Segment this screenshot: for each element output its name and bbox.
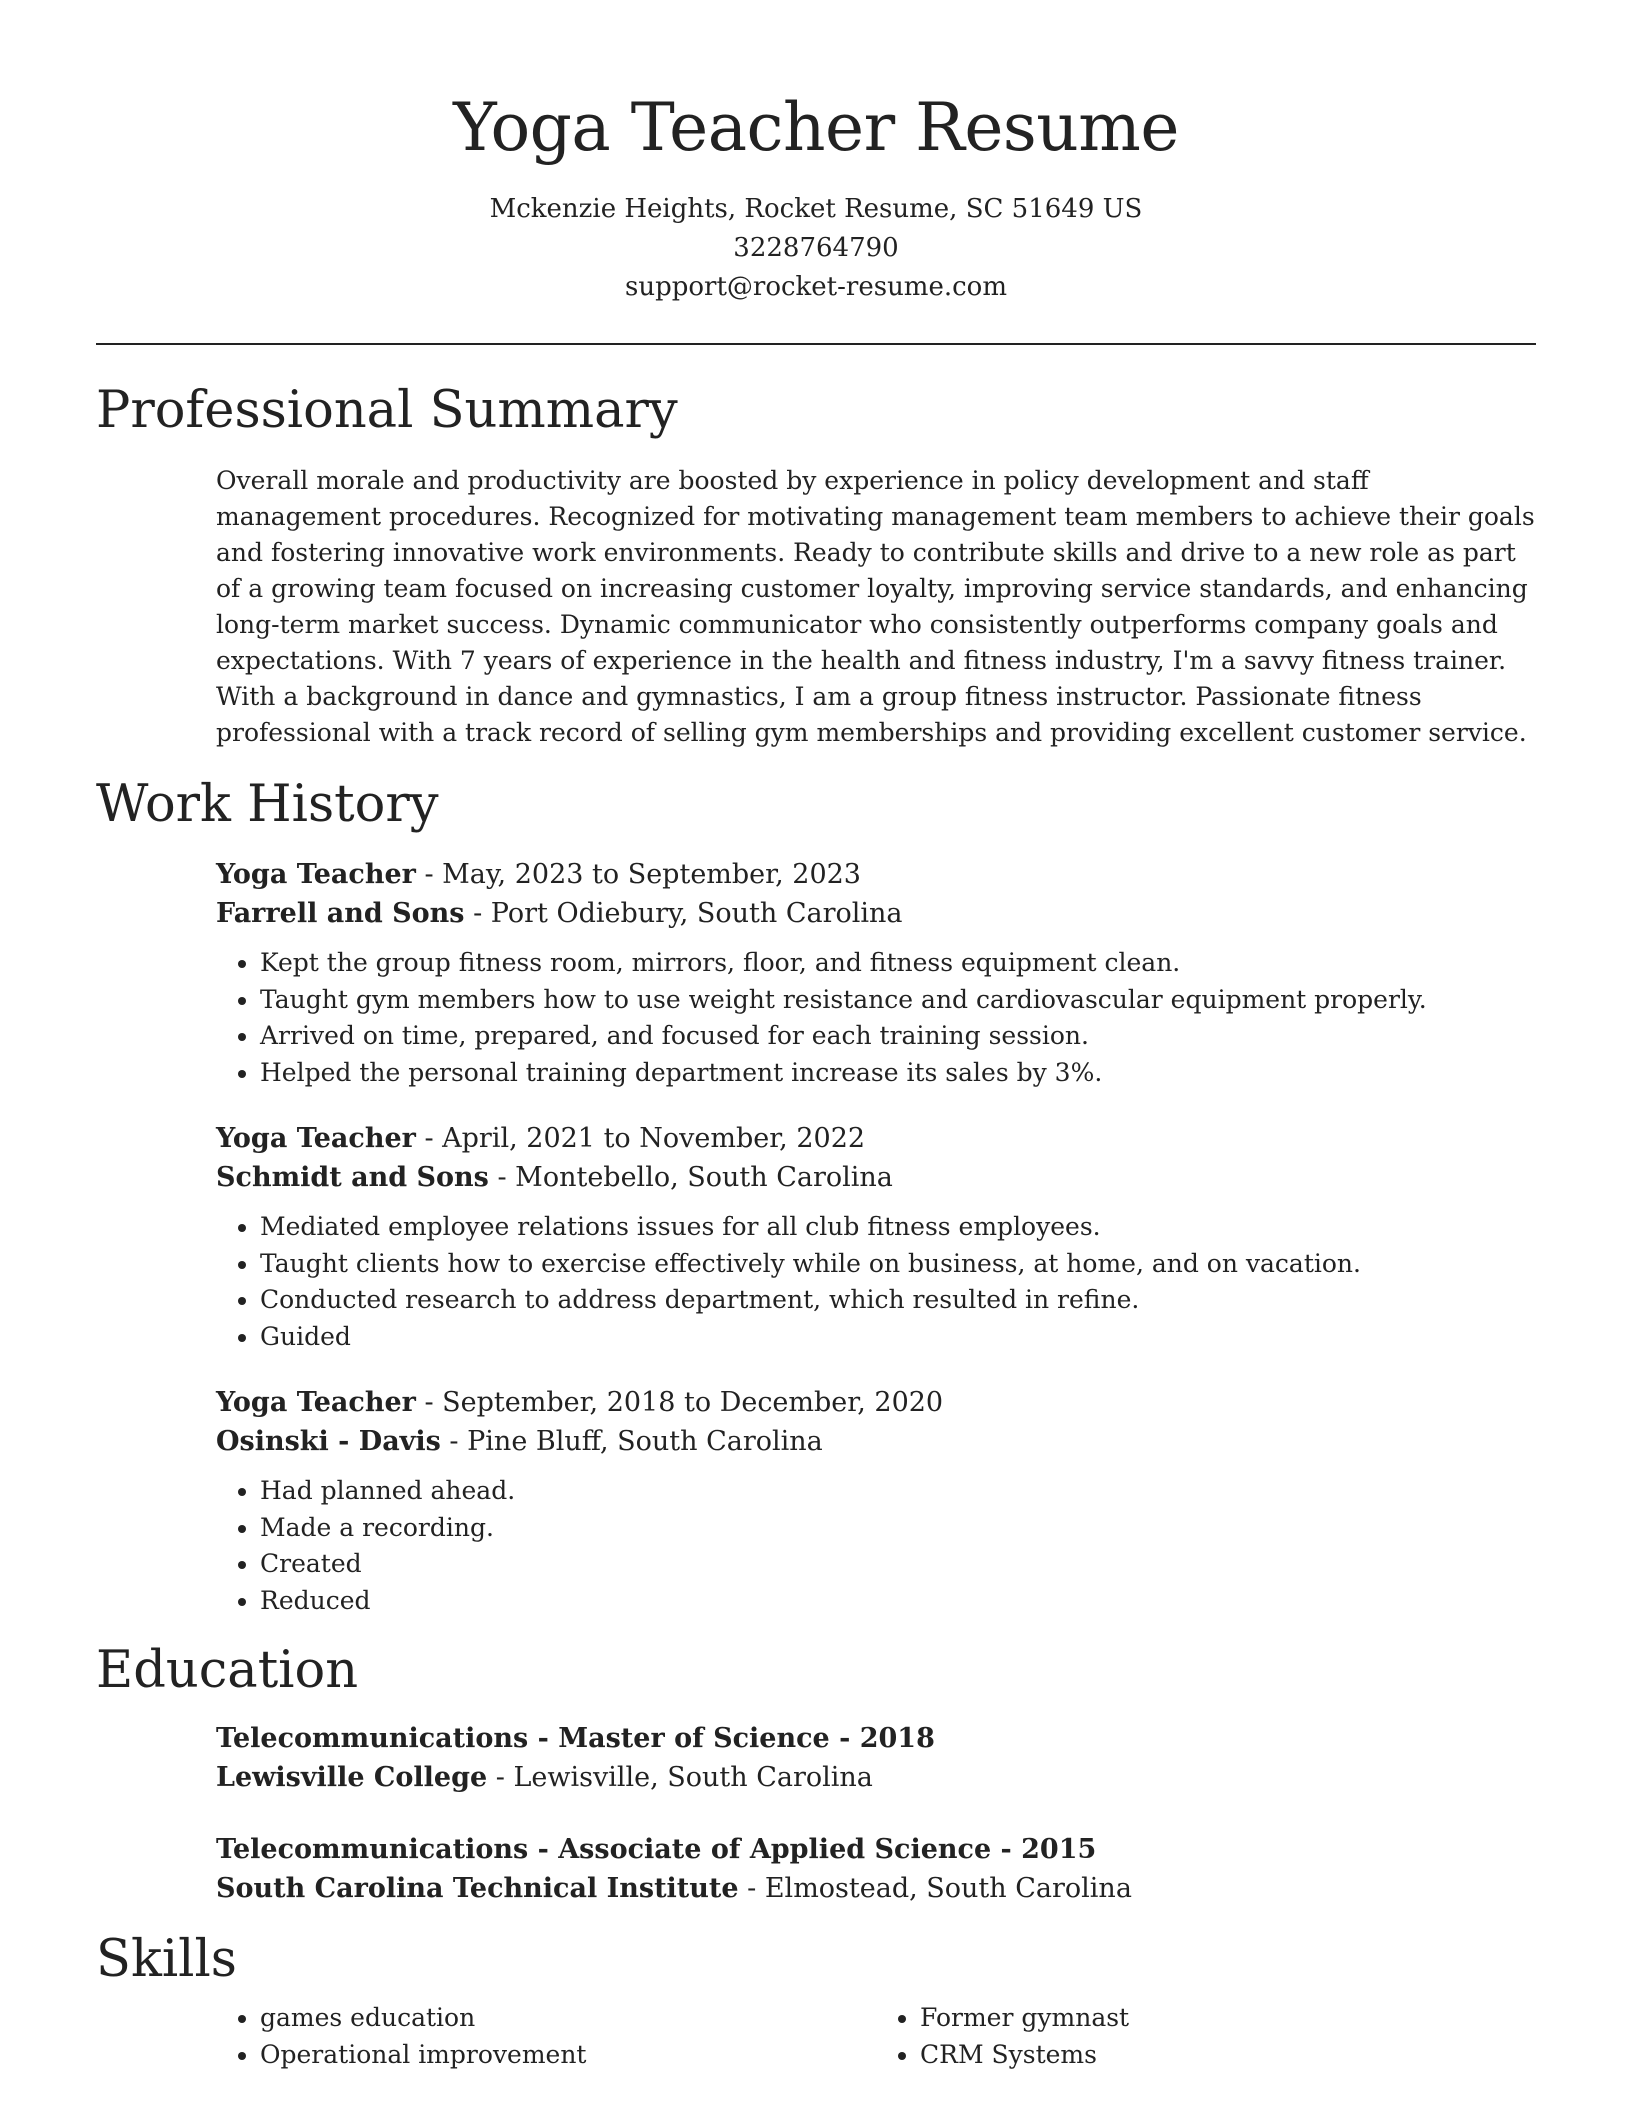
job-entry — [216, 1383, 1536, 1619]
job-bullets — [216, 1209, 1536, 1355]
summary-section — [96, 381, 1536, 751]
job-dates: - September, 2018 to December, 2020 — [415, 1387, 944, 1418]
education-school-line — [216, 1869, 1536, 1908]
job-bullet: • Taught clients how to exercise effectively while on business, at home, and on vacation. — [260, 1246, 1536, 1283]
skills-grid — [216, 2000, 1536, 2073]
job-bullet: • Kept the group fitness room, mirrors, floor, and fitness equipment clean. — [260, 945, 1536, 982]
summary-heading: Professional Summary — [96, 381, 678, 440]
job-bullet: • Had planned ahead. — [260, 1473, 1536, 1510]
education-school: South Carolina Technical Institute — [216, 1873, 739, 1904]
job-location: - Pine Bluff, South Carolina — [440, 1426, 823, 1457]
skills-heading: Skills — [96, 1930, 237, 1989]
work-history-section — [96, 775, 1536, 1619]
education-entry — [216, 1719, 1536, 1797]
job-title-line — [216, 1383, 1536, 1422]
job-bullet: • Created — [260, 1546, 1536, 1583]
header-divider — [96, 343, 1536, 345]
education-school-line — [216, 1758, 1536, 1797]
job-dates: - April, 2021 to November, 2022 — [415, 1123, 866, 1154]
contact-phone: 3228764790 — [733, 233, 899, 263]
job-title-line — [216, 1119, 1536, 1158]
education-degree-line — [216, 1719, 1536, 1758]
job-entry — [216, 855, 1536, 1091]
skills-section — [96, 1930, 1536, 2073]
skill-item: • Former gymnast — [920, 2000, 1536, 2037]
job-bullet: • Arrived on time, prepared, and focused for each training session. — [260, 1018, 1536, 1055]
skills-column-left — [216, 2000, 876, 2073]
education-degree-line — [216, 1830, 1536, 1869]
job-bullet: • Conducted research to address department, which resulted in refine. — [260, 1282, 1536, 1319]
job-company: Farrell and Sons — [216, 898, 465, 929]
job-company: Schmidt and Sons — [216, 1162, 489, 1193]
job-bullet: • Mediated employee relations issues for all club fitness employees. — [260, 1209, 1536, 1246]
job-title: Yoga Teacher — [216, 859, 416, 890]
work-history-heading: Work History — [96, 775, 439, 834]
education-location: - Elmostead, South Carolina — [738, 1873, 1132, 1904]
job-list — [216, 855, 1536, 1619]
contact-address: Mckenzie Heights, Rocket Resume, SC 51649 US — [489, 194, 1143, 224]
job-entry — [216, 1119, 1536, 1355]
job-company-line — [216, 1158, 1536, 1197]
skill-item: • games education — [260, 2000, 876, 2037]
education-degree: Telecommunications - Master of Science - 2018 — [216, 1723, 935, 1754]
job-bullet: • Made a recording. — [260, 1510, 1536, 1547]
job-company-line — [216, 1422, 1536, 1461]
skill-item: • Operational improvement — [260, 2037, 876, 2074]
job-bullet: • Reduced — [260, 1583, 1536, 1620]
resume-title: Yoga Teacher Resume — [453, 89, 1179, 166]
job-title: Yoga Teacher — [216, 1387, 416, 1418]
education-section — [96, 1641, 1536, 1908]
job-company: Osinski - Davis — [216, 1426, 441, 1457]
job-title-line — [216, 855, 1536, 894]
job-bullets — [216, 945, 1536, 1091]
job-company-line — [216, 894, 1536, 933]
education-list — [216, 1719, 1536, 1908]
job-bullet: • Guided — [260, 1319, 1536, 1356]
job-bullet: • Taught gym members how to use weight resistance and cardiovascular equipment properly. — [260, 982, 1536, 1019]
education-degree: Telecommunications - Associate of Applied Science - 2015 — [216, 1834, 1097, 1865]
education-heading: Education — [96, 1641, 359, 1700]
job-location: - Montebello, South Carolina — [488, 1162, 893, 1193]
contact-info — [96, 190, 1536, 307]
job-title: Yoga Teacher — [216, 1123, 416, 1154]
education-entry — [216, 1830, 1536, 1908]
contact-email: support@rocket-resume.com — [624, 272, 1007, 302]
resume-header — [96, 0, 1536, 307]
education-school: Lewisville College — [216, 1762, 488, 1793]
skill-item: • CRM Systems — [920, 2037, 1536, 2074]
education-location: - Lewisville, South Carolina — [487, 1762, 873, 1793]
job-bullet: • Helped the personal training department increase its sales by 3%. — [260, 1055, 1536, 1092]
job-bullets — [216, 1473, 1536, 1619]
skills-column-right — [876, 2000, 1536, 2073]
job-dates: - May, 2023 to September, 2023 — [415, 859, 861, 890]
summary-text: Overall morale and productivity are boosted by experience in policy development and staff management procedures. Recognized for motivating management team members to achieve their goals and fostering innovative work environments. Ready to contribute skills and drive to a new role as part of a growing team focused on increasing customer loyalty, improving service standards, and enhancing long-term market success. Dynamic communicator who consistently outperforms company goals and expectations. With 7 years of experience in the health and fitness industry, I'm a savvy fitness trainer. With a background in dance and gymnastics, I am a group fitness instructor. Passionate fitness professional with a track record of selling gym memberships and providing excellent customer service. — [216, 466, 1535, 747]
job-location: - Port Odiebury, South Carolina — [464, 898, 903, 929]
